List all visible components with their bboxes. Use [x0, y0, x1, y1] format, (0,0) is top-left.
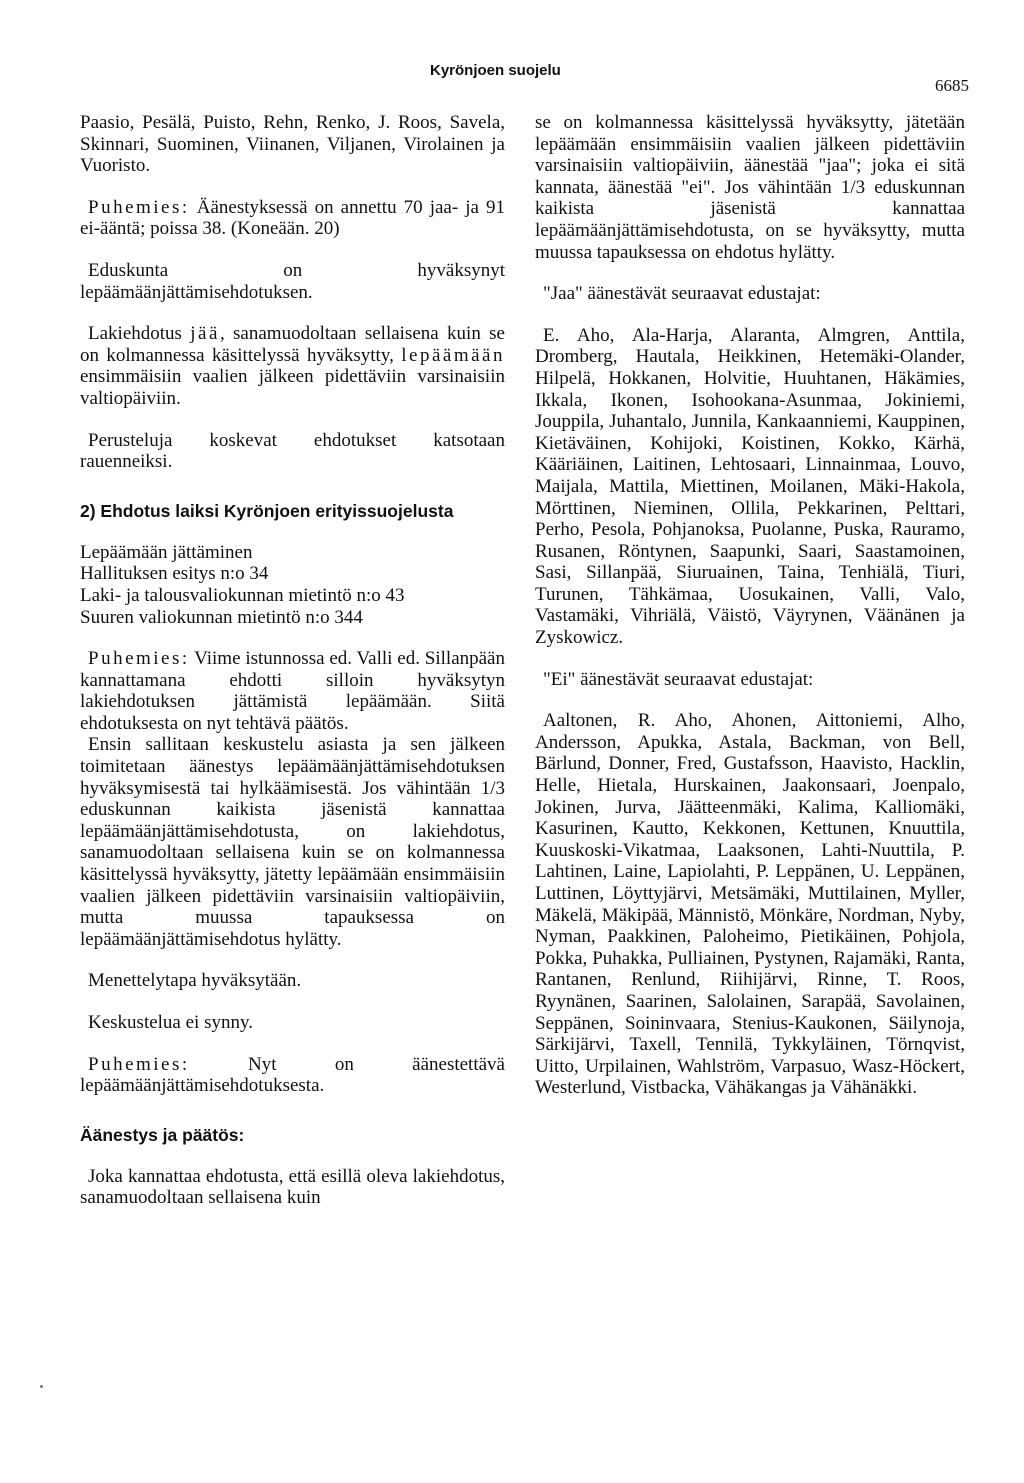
ei-voters-list: Aaltonen, R. Aho, Ahonen, Aittoniemi, Alho, Andersson, Apukka, Astala, Backman, von Bell, Bärlund, Donner, Fred, Gustafsson, Haavisto, Hacklin, Helle, Hietala, Hurskainen, Jaakonsaari, Joenpalo, Jokinen, Jurva, Jäätteenmäki, Kalima, Kalliomäki, Kasurinen, Kautto, Kekkonen, Kettunen, Knuuttila, Kuuskoski-Vikatmaa, Laaksonen, Lahti-Nuuttila, P. Lahtinen, Laine, Lapiolahti, P. Leppänen, U. Leppänen, Luttinen, Löyttyjärvi, Metsämäki, Muttilainen, Myller, Mäkelä, Mäkipää, Männistö, Mönkäre, Nordman, Nyby, Nyman, Paakkinen, Paloheimo, Pietikäinen, Pohjola, Pokka, Puhakka, Pulliainen, Pystynen, Rajamäki, Ranta, Rantanen, Renlund, Riihijärvi, Rinne, T. Roos, Ryynänen, Saarinen, Salolainen, Sarapää, Savolainen, Seppänen, Soininvaara, Stenius-Kaukonen, Säilynoja, Särkijärvi, Taxell, Tennilä, Tykkyläinen, Törnqvist, Uitto, Urpilainen, Wahlström, Varpasuo, Wasz-Höckert, Westerlund, Vistbacka, Vähäkangas ja Vähänäkki. — [535, 710, 965, 1099]
procedure-paragraph: Ensin sallitaan keskustelu asiasta ja sen jälkeen toimitetaan äänestys lepäämäänjättämisehdotuksen hyväksymisestä tai hylkäämisestä. Jos vähintään 1/3 eduskunnan kaikista jäsenistä kannattaa lepäämäänjättämisehdotusta, on lakiehdotus, sanamuodoltaan sellaisena kuin se on kolmannessa käsittelyssä hyväksytty, jätetty lepäämään ensimmäisiin vaalien jälkeen pidettäviin varsinaisiin valtiopäiviin, mutta muussa tapauksessa on lepäämäänjättämisehdotus hylätty. — [80, 734, 505, 950]
ei-voters-heading: "Ei" äänestävät seuraavat edustajat: — [543, 668, 814, 690]
procedure-approved: Menettelytapa hyväksytään. — [88, 970, 302, 992]
section-heading: 2) Ehdotus laiksi Kyrönjoen erityissuojelusta — [80, 500, 454, 521]
vote-heading: Äänestys ja päätös: — [80, 1124, 245, 1145]
reference-list — [80, 542, 505, 628]
running-header — [0, 62, 1024, 95]
vote-question-continued: se on kolmannessa käsittelyssä hyväksytty, jätetään lepäämään ensimmäisiin vaalien jälkeen pidettäviin varsinaisiin valtiopäiviin, äänestää "jaa"; joka ei sitä kannata, äänestää "ei". Jos vähintään 1/3 eduskunnan kaikista jäsenistä kannattaa lepäämäänjättämisehdotusta, on se hyväksytty, mutta muussa tapauksessa on ehdotus hylätty. — [535, 112, 965, 263]
jaa-voters-heading: "Jaa" äänestävät seuraavat edustajat: — [543, 283, 821, 305]
reference-item: Lepäämään jättäminen — [80, 541, 253, 563]
speaker-statement-proposal: Puhemies: Viime istunnossa ed. Valli ed. Sillanpään kannattamana ehdotti silloin hyväksytyn lakiehdotuksen jättämistä lepäämään. Siitä ehdotuksesta on nyt tehtävä päätös. — [80, 648, 505, 734]
page-number: 6685 — [935, 76, 969, 95]
stray-mark — [40, 1385, 43, 1388]
reference-item: Suuren valiokunnan mietintö n:o 344 — [80, 606, 363, 628]
speaker-statement-result: Puhemies: Äänestyksessä on annettu 70 jaa- ja 91 ei-ääntä; poissa 38. (Koneään. 20) — [80, 196, 505, 240]
speaker-label: Puhemies: — [88, 196, 190, 218]
reference-item: Laki- ja talousvaliokunnan mietintö n:o 43 — [80, 584, 405, 606]
jaa-voters-list: E. Aho, Ala-Harja, Alaranta, Almgren, Anttila, Dromberg, Hautala, Heikkinen, Hetemäki-Olander, Hilpelä, Hokkanen, Holvitie, Huuhtanen, Häkämies, Ikkala, Ikonen, Isohookana-Asunmaa, Jokiniemi, Jouppila, Juhantalo, Junnila, Kankaanniemi, Kauppinen, Kietäväinen, Kohijoki, Koistinen, Kokko, Kärhä, Kääriäinen, Laitinen, Lehtosaari, Linnainmaa, Louvo, Maijala, Mattila, Miettinen, Moilanen, Mäki-Hakola, Mörttinen, Nieminen, Ollila, Pekkarinen, Pelttari, Perho, Pesola, Pohjanoksa, Puolanne, Puska, Rauramo, Rusanen, Röntynen, Saapunki, Saari, Saastamoinen, Sasi, Sillanpää, Siuruainen, Taina, Tenhiälä, Tiuri, Turunen, Tähkämaa, Uosukainen, Valli, Valo, Vastamäki, Vihriälä, Väistö, Väyrynen, Väänänen ja Zyskowicz. — [535, 324, 965, 649]
speaker-label: Puhemies: — [88, 648, 190, 670]
left-column — [80, 112, 505, 1209]
decision-statement: Eduskunta on hyväksynyt lepäämäänjättämisehdotuksen. — [80, 259, 505, 303]
reference-item: Hallituksen esitys n:o 34 — [80, 563, 269, 585]
speaker-label: Puhemies: — [88, 1053, 190, 1075]
right-column — [535, 112, 965, 1099]
no-discussion: Keskustelua ei synny. — [88, 1012, 253, 1033]
speaker-statement-vote: Puhemies: Nyt on äänestettävä lepäämäänjättämisehdotuksesta. — [80, 1053, 505, 1097]
running-title: Kyrönjoen suojelu — [430, 62, 561, 79]
vote-question: Joka kannattaa ehdotusta, että esillä oleva lakiehdotus, sanamuodoltaan sellaisena kuin — [80, 1165, 505, 1209]
bill-status-paragraph: Lakiehdotus jää, sanamuodoltaan sellaisena kuin se on kolmannessa käsittelyssä hyväksytty, lepäämään ensimmäisiin vaalien jälkeen pidettäviin varsinaisiin valtiopäiviin. — [80, 323, 505, 409]
vote-name-list-end: Paasio, Pesälä, Puisto, Rehn, Renko, J. Roos, Savela, Skinnari, Suominen, Viinanen, Viljanen, Virolainen ja Vuoristo. — [80, 112, 505, 177]
reasoning-paragraph: Perusteluja koskevat ehdotukset katsotaan rauenneiksi. — [80, 429, 505, 473]
